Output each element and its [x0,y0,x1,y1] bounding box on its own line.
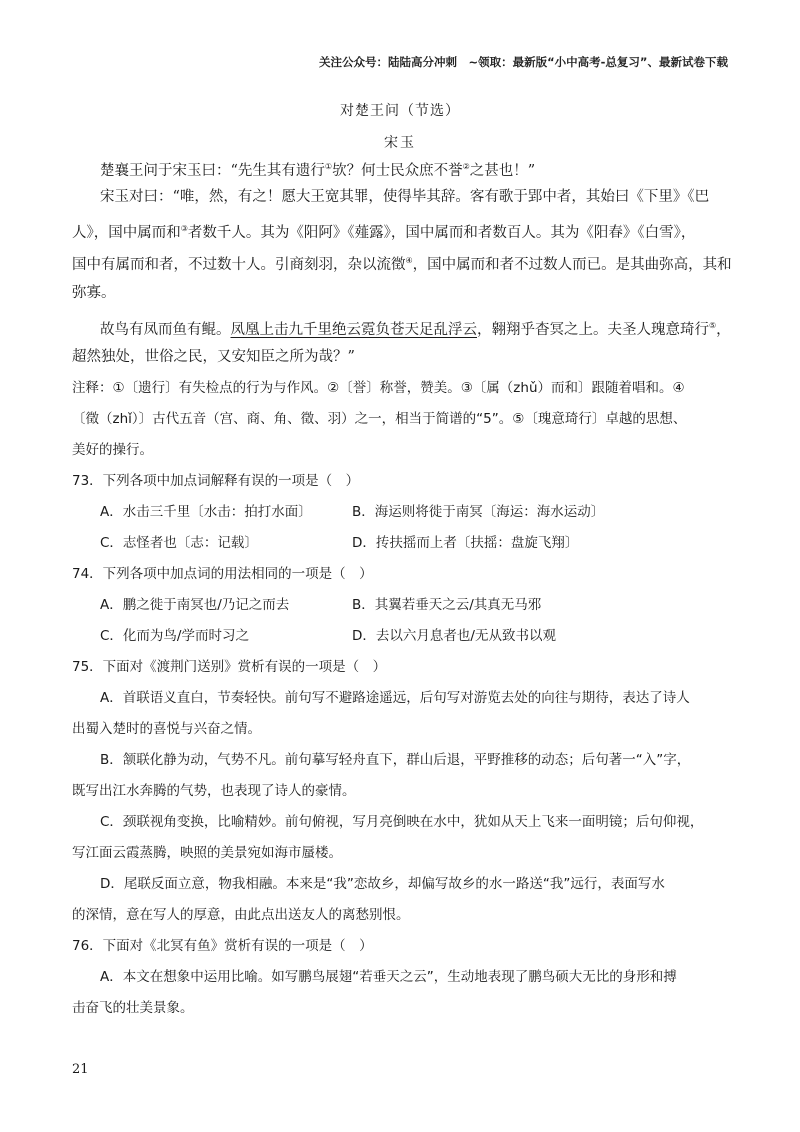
option-b: B．海运则将徙于南冥〔海运：海水运动〕 [352,504,605,520]
option-a: A．首联语义直白，节奏轻快。前句写不避路途遥远，后句写对游览去处的向往与期待，表达了诗人 [100,690,690,706]
passage-author: 宋玉 [384,135,416,151]
passage-line: 国中有属而和者，不过数十人。引商刻羽，杂以流徵④，国中属而和者不过数人而已。是其曲弥高，其和 [72,256,732,273]
option-a-cont: 出蜀入楚时的喜悦与兴奋之情。 [72,721,261,737]
page-number: 21 [72,1062,89,1077]
question-stem: 74．下列各项中加点词的用法相同的一项是（ ） [72,566,373,582]
option-a: A．鹏之徙于南冥也/乃记之而去 [100,597,290,613]
notes-line: 美好的操行。 [72,442,153,458]
option-c: C．颈联视角变换，比喻精妙。前句俯视，写月亮倒映在水中，犹如从天上飞来一面明镜；后句仰视， [100,814,704,830]
option-b: B．颔联化静为动，气势不凡。前句摹写轻舟直下，群山后退，平野推移的动态；后句著一“入”字， [100,752,691,768]
passage-line: 宋玉对曰：“唯，然，有之！愿大王宽其罪，使得毕其辞。客有歌于郢中者，其始曰《下里》《巴 [100,189,710,205]
option-c-cont: 写江面云霞蒸腾，映照的美景宛如海市蜃楼。 [72,845,342,861]
passage-line: 楚襄王问于宋玉曰：“先生其有遗行①欤？何士民众庶不誉②之甚也！” [100,162,536,179]
notes-line: 〔徵（zhǐ）〕古代五音（宫、商、角、徵、羽）之一，相当于简谱的“5”。⑤〔瑰意琦行〕卓越的思想、 [72,411,687,427]
underlined-sentence: 凤凰上击九千里绝云霓负苍天足乱浮云 [230,322,477,338]
footnote-mark: ③ [180,224,188,233]
option-c: C．化而为鸟/学而时习之 [100,628,249,644]
footnote-mark: ④ [405,256,413,265]
question-stem: 76．下面对《北冥有鱼》赏析有误的一项是（ ） [72,938,373,954]
passage-line: 弥寡。 [72,285,116,301]
option-a: A．水击三千里〔水击：拍打水面〕 [100,504,312,520]
option-a-cont: 击奋飞的壮美景象。 [72,1000,194,1016]
passage-line: 故鸟有凤而鱼有鲲。凤凰上击九千里绝云霓负苍天足乱浮云，翱翔乎杳冥之上。夫圣人瑰意琦行⑤， [100,321,731,338]
option-b-cont: 既写出江水奔腾的气势，也表现了诗人的豪情。 [72,783,356,799]
option-d: D．尾联反面立意，物我相融。本来是“我”恋故乡，却偏写故乡的水一路送“我”远行，表面写水 [100,876,665,892]
option-d: D．抟扶摇而上者〔扶摇：盘旋飞翔〕 [352,535,579,551]
header-promo-note: 关注公众号：陆陆高分冲刺 ~领取：最新版“小中高考-总复习”、最新试卷下载 [318,55,728,69]
passage-line: 超然独处，世俗之民，又安知臣之所为哉？” [72,349,355,365]
option-d-cont: 的深情，意在写人的厚意，由此点出送友人的离愁别恨。 [72,907,410,923]
passage-title: 对楚王问（节选） [340,103,460,119]
footnote-mark: ① [324,162,333,171]
footnote-mark: ⑤ [709,321,717,330]
option-c: C．志怪者也〔志：记载〕 [100,535,258,551]
notes-line: 注释：①〔遗行〕有失检点的行为与作风。②〔誉〕称誉，赞美。③〔属（zhǔ）而和〕跟随着唱和。④ [72,380,685,396]
option-d: D．去以六月息者也/无从致书以观 [352,628,556,644]
question-stem: 75．下面对《渡荆门送别》赏析有误的一项是（ ） [72,659,387,675]
option-b: B．其翼若垂天之云/其真无马邪 [352,597,542,613]
question-stem: 73．下列各项中加点词解释有误的一项是（ ） [72,473,360,489]
option-a: A．本文在想象中运用比喻。如写鹏鸟展翅“若垂天之云”，生动地表现了鹏鸟硕大无比的身形和搏 [100,969,677,985]
passage-line: 人》，国中属而和③者数千人。其为《阳阿》《薤露》，国中属而和者数百人。其为《阳春》《白雪》， [72,224,696,241]
footnote-mark: ② [462,162,470,171]
